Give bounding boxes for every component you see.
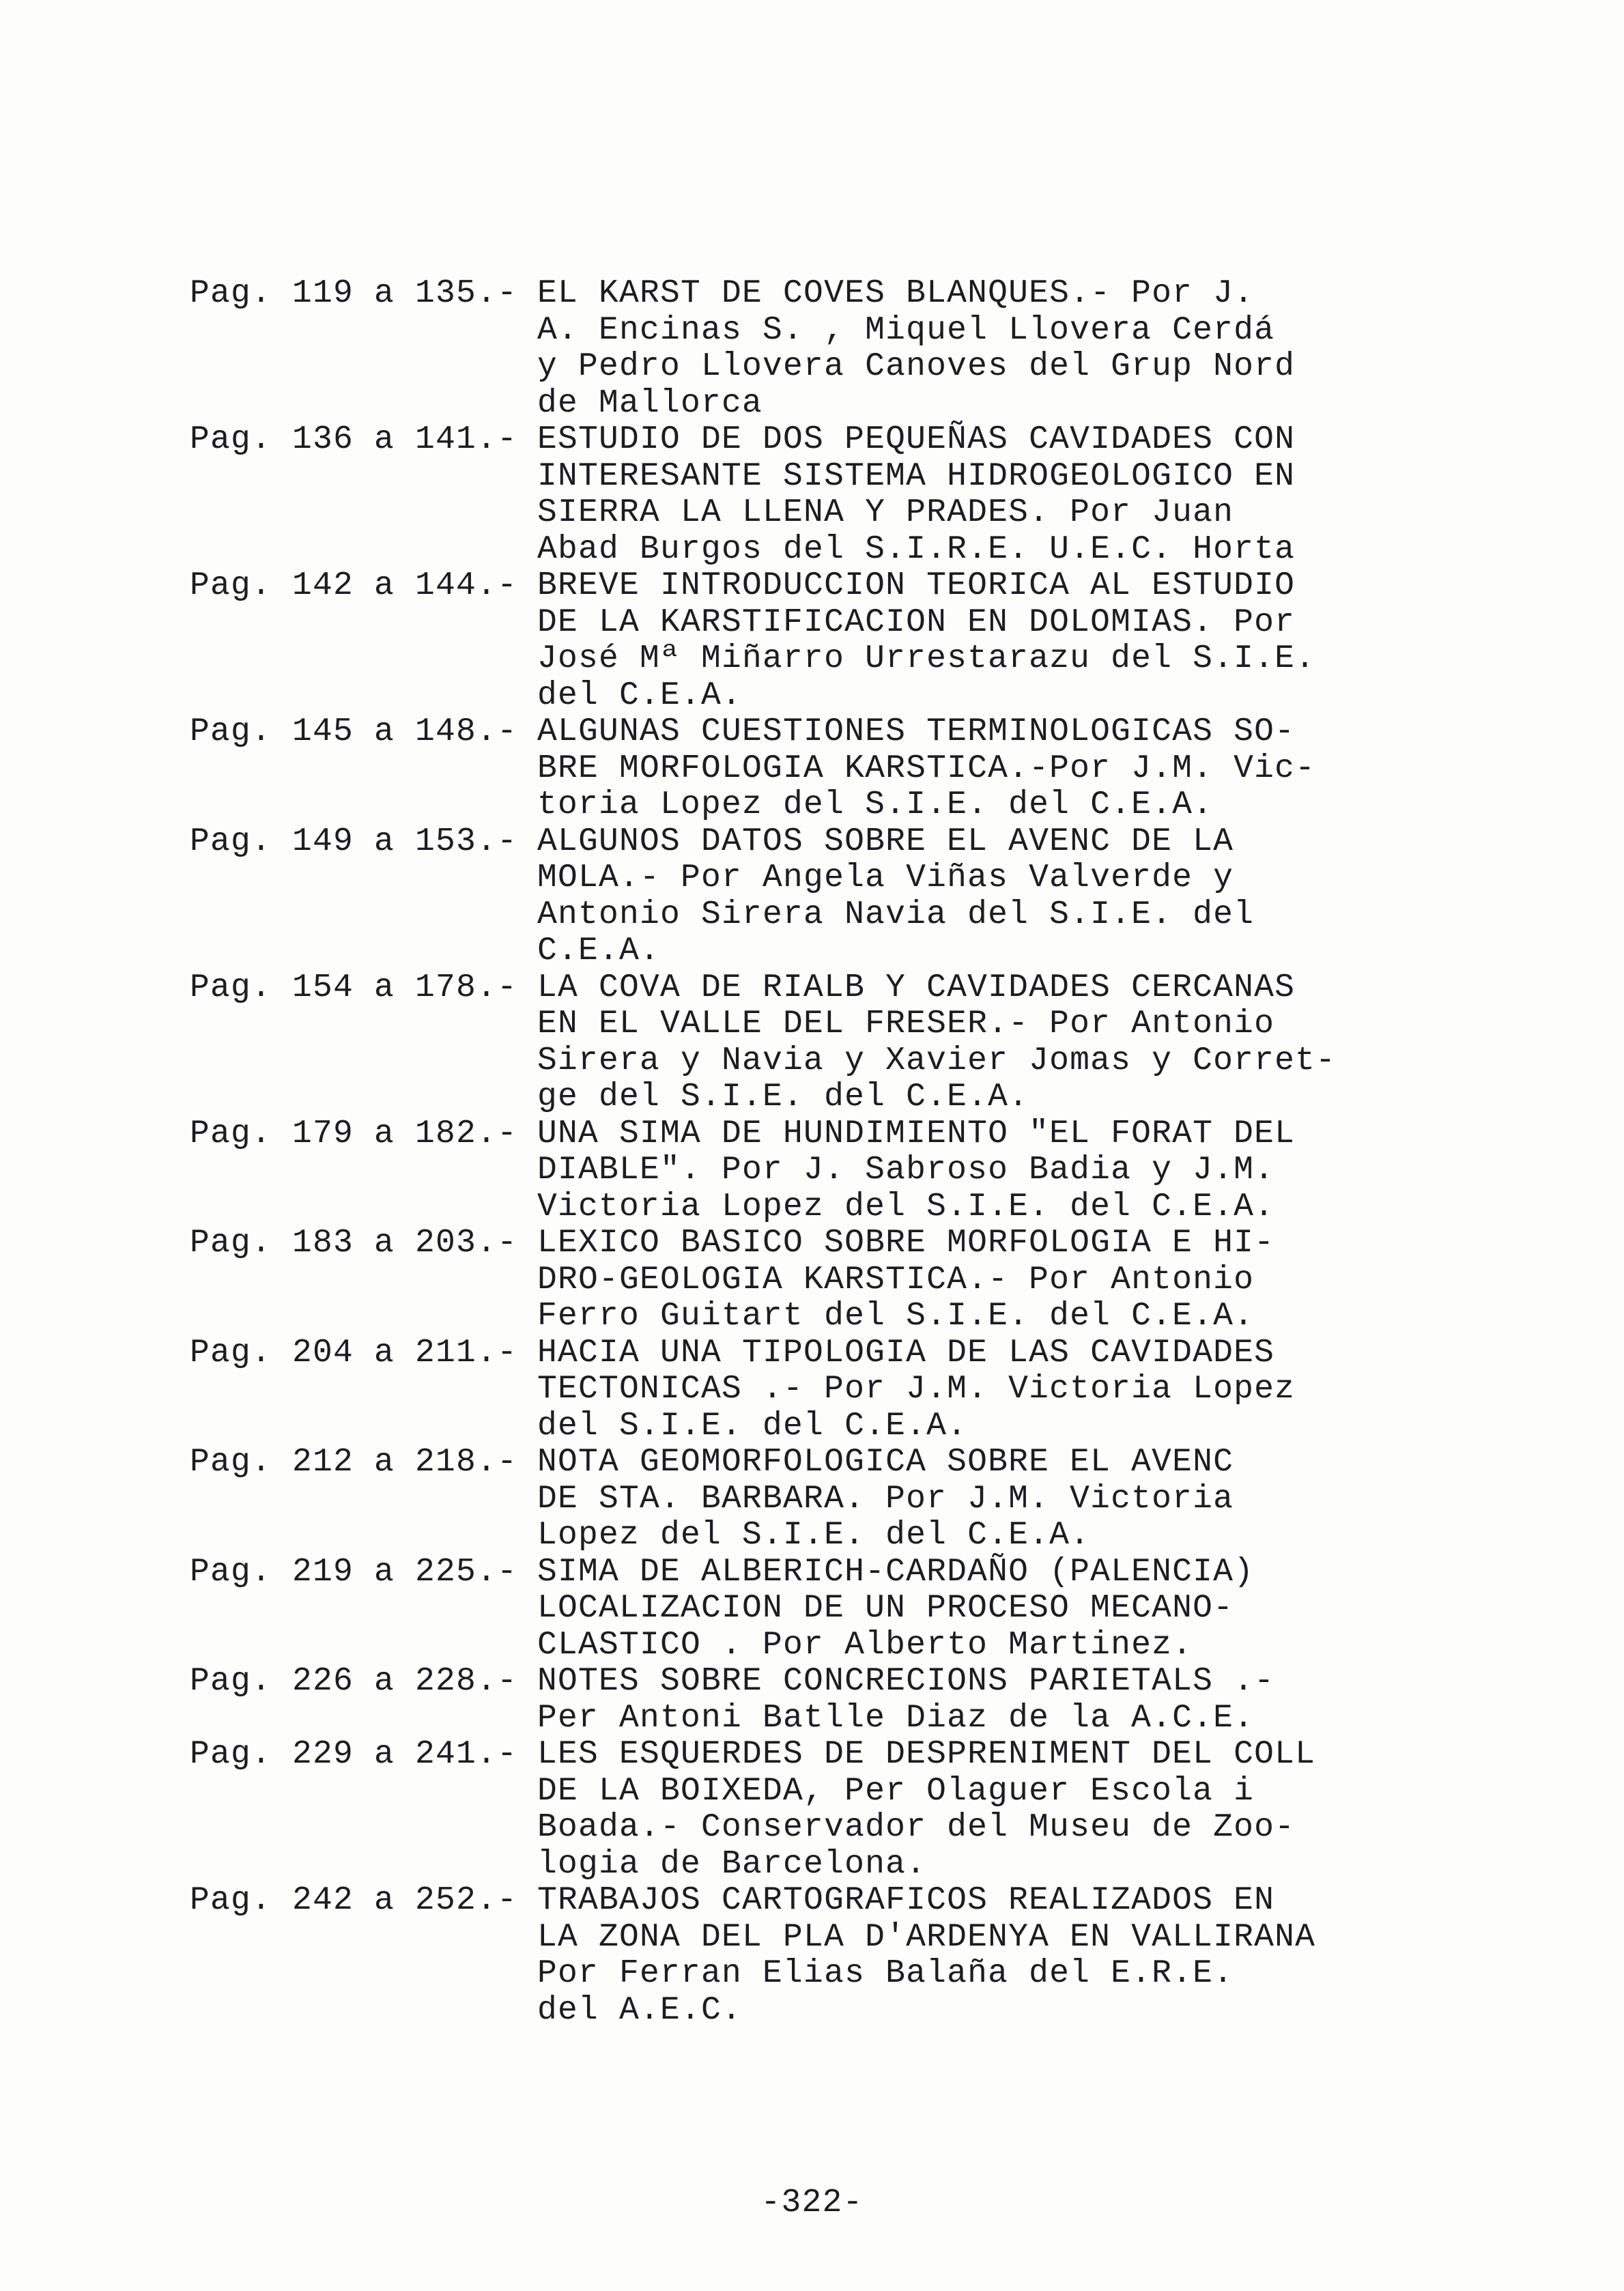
entry-line: ESTUDIO DE DOS PEQUEÑAS CAVIDADES CON bbox=[537, 421, 1296, 458]
entry-title bbox=[537, 1664, 1336, 1737]
entry-line: INTERESANTE SISTEMA HIDROGEOLOGICO EN bbox=[537, 457, 1296, 495]
entry-line: TECTONICAS .- Por J.M. Victoria Lopez bbox=[537, 1371, 1296, 1408]
entry-line: DIABLE". Por J. Sabroso Badia y J.M. bbox=[537, 1152, 1275, 1189]
page-range: Pag. 119 a 135.- bbox=[190, 275, 518, 312]
entry-line: del C.E.A. bbox=[537, 677, 743, 714]
entry-line: Victoria Lopez del S.I.E. del C.E.A. bbox=[537, 1188, 1275, 1225]
page-number: -322- bbox=[760, 2185, 864, 2221]
entry-line: BREVE INTRODUCCION TEORICA AL ESTUDIO bbox=[537, 567, 1296, 604]
index-entry bbox=[190, 714, 1336, 824]
entry-title bbox=[537, 824, 1336, 970]
entry-line: José Mª Miñarro Urrestarazu del S.I.E. bbox=[537, 640, 1316, 677]
entry-line: de Mallorca bbox=[537, 384, 763, 422]
index-entry bbox=[190, 1664, 1336, 1737]
entry-title bbox=[537, 714, 1336, 824]
entry-line: LES ESQUERDES DE DESPRENIMENT DEL COLL bbox=[537, 1736, 1316, 1773]
index-entry bbox=[190, 276, 1336, 422]
entry-title bbox=[537, 1445, 1336, 1554]
page-range: Pag. 183 a 203.- bbox=[190, 1225, 518, 1262]
index-entry bbox=[190, 1335, 1336, 1445]
entry-line: NOTA GEOMORFOLOGICA SOBRE EL AVENC bbox=[537, 1444, 1234, 1481]
page-range: Pag. 179 a 182.- bbox=[190, 1115, 518, 1152]
entry-title bbox=[537, 568, 1336, 714]
page-range: Pag. 242 a 252.- bbox=[190, 1882, 518, 1919]
entry-line: Boada.- Conservador del Museu de Zoo- bbox=[537, 1809, 1296, 1846]
entry-line: LA ZONA DEL PLA D'ARDENYA EN VALLIRANA bbox=[537, 1918, 1316, 1956]
entry-line: del S.I.E. del C.E.A. bbox=[537, 1407, 968, 1445]
entry-line: y Pedro Llovera Canoves del Grup Nord bbox=[537, 348, 1296, 385]
entry-line: logia de Barcelona. bbox=[537, 1845, 927, 1883]
page-range: Pag. 204 a 211.- bbox=[190, 1334, 518, 1371]
entry-line: Antonio Sirera Navia del S.I.E. del bbox=[537, 896, 1255, 933]
index-entry bbox=[190, 1554, 1336, 1664]
entry-line: BRE MORFOLOGIA KARSTICA.-Por J.M. Vic- bbox=[537, 750, 1316, 787]
page-range: Pag. 142 a 144.- bbox=[190, 567, 518, 604]
page-range: Pag. 229 a 241.- bbox=[190, 1736, 518, 1773]
index-entry bbox=[190, 1116, 1336, 1226]
entry-line: A. Encinas S. , Miquel Llovera Cerdá bbox=[537, 311, 1275, 349]
entry-line: toria Lopez del S.I.E. del C.E.A. bbox=[537, 786, 1214, 823]
entry-line: EL KARST DE COVES BLANQUES.- Por J. bbox=[537, 275, 1255, 312]
entry-line: EN EL VALLE DEL FRESER.- Por Antonio bbox=[537, 1006, 1275, 1042]
page-range: Pag. 212 a 218.- bbox=[190, 1444, 518, 1481]
entry-line: SIERRA LA LLENA Y PRADES. Por Juan bbox=[537, 494, 1234, 531]
entry-line: NOTES SOBRE CONCRECIONS PARIETALS .- bbox=[537, 1663, 1275, 1700]
entry-line: LA COVA DE RIALB Y CAVIDADES CERCANAS bbox=[537, 969, 1296, 1006]
entry-title bbox=[537, 1116, 1336, 1226]
entry-line: UNA SIMA DE HUNDIMIENTO "EL FORAT DEL bbox=[537, 1115, 1296, 1152]
index-entry bbox=[190, 422, 1336, 568]
entry-line: LEXICO BASICO SOBRE MORFOLOGIA E HI- bbox=[537, 1225, 1275, 1262]
entry-title bbox=[537, 276, 1336, 422]
index-entry bbox=[190, 1883, 1336, 2029]
entry-line: SIMA DE ALBERICH-CARDAÑO (PALENCIA) bbox=[537, 1553, 1255, 1591]
entry-line: TRABAJOS CARTOGRAFICOS REALIZADOS EN bbox=[537, 1882, 1275, 1919]
entry-line: ALGUNOS DATOS SOBRE EL AVENC DE LA bbox=[537, 823, 1234, 860]
page-range: Pag. 149 a 153.- bbox=[190, 823, 518, 860]
entry-line: C.E.A. bbox=[537, 933, 661, 969]
entry-title bbox=[537, 1335, 1336, 1445]
entry-line: Per Antoni Batlle Diaz de la A.C.E. bbox=[537, 1699, 1255, 1737]
index-list bbox=[190, 276, 1336, 2029]
entry-title bbox=[537, 1737, 1336, 1883]
index-entry bbox=[190, 824, 1336, 970]
entry-line: Ferro Guitart del S.I.E. del C.E.A. bbox=[537, 1298, 1255, 1335]
entry-title bbox=[537, 422, 1336, 568]
entry-line: LOCALIZACION DE UN PROCESO MECANO- bbox=[537, 1590, 1234, 1627]
entry-title bbox=[537, 1883, 1336, 2029]
entry-title bbox=[537, 970, 1336, 1116]
entry-line: CLASTICO . Por Alberto Martinez. bbox=[537, 1626, 1193, 1664]
entry-title bbox=[537, 1225, 1336, 1335]
entry-line: Por Ferran Elias Balaña del E.R.E. bbox=[537, 1955, 1234, 1992]
index-entry bbox=[190, 1225, 1336, 1335]
page-range: Pag. 154 a 178.- bbox=[190, 969, 518, 1006]
page-range: Pag. 145 a 148.- bbox=[190, 713, 518, 750]
entry-line: Lopez del S.I.E. del C.E.A. bbox=[537, 1517, 1091, 1554]
index-entry bbox=[190, 568, 1336, 714]
entry-line: Abad Burgos del S.I.R.E. U.E.C. Horta bbox=[537, 530, 1296, 568]
entry-title bbox=[537, 1554, 1336, 1664]
index-entry bbox=[190, 1445, 1336, 1554]
entry-line: HACIA UNA TIPOLOGIA DE LAS CAVIDADES bbox=[537, 1334, 1275, 1371]
entry-line: MOLA.- Por Angela Viñas Valverde y bbox=[537, 859, 1234, 896]
index-entry bbox=[190, 970, 1336, 1116]
entry-line: DE LA KARSTIFICACION EN DOLOMIAS. Por bbox=[537, 603, 1296, 641]
entry-line: DE STA. BARBARA. Por J.M. Victoria bbox=[537, 1480, 1234, 1518]
entry-line: DRO-GEOLOGIA KARSTICA.- Por Antonio bbox=[537, 1261, 1255, 1298]
page-range: Pag. 219 a 225.- bbox=[190, 1553, 518, 1591]
page-range: Pag. 226 a 228.- bbox=[190, 1663, 518, 1700]
entry-line: ALGUNAS CUESTIONES TERMINOLOGICAS SO- bbox=[537, 713, 1296, 750]
page-range: Pag. 136 a 141.- bbox=[190, 421, 518, 458]
entry-line: DE LA BOIXEDA, Per Olaguer Escola i bbox=[537, 1772, 1255, 1810]
entry-line: Sirera y Navia y Xavier Jomas y Corret- bbox=[537, 1042, 1337, 1079]
index-entry bbox=[190, 1737, 1336, 1883]
entry-line: ge del S.I.E. del C.E.A. bbox=[537, 1079, 1029, 1115]
entry-line: del A.E.C. bbox=[537, 1991, 743, 2029]
